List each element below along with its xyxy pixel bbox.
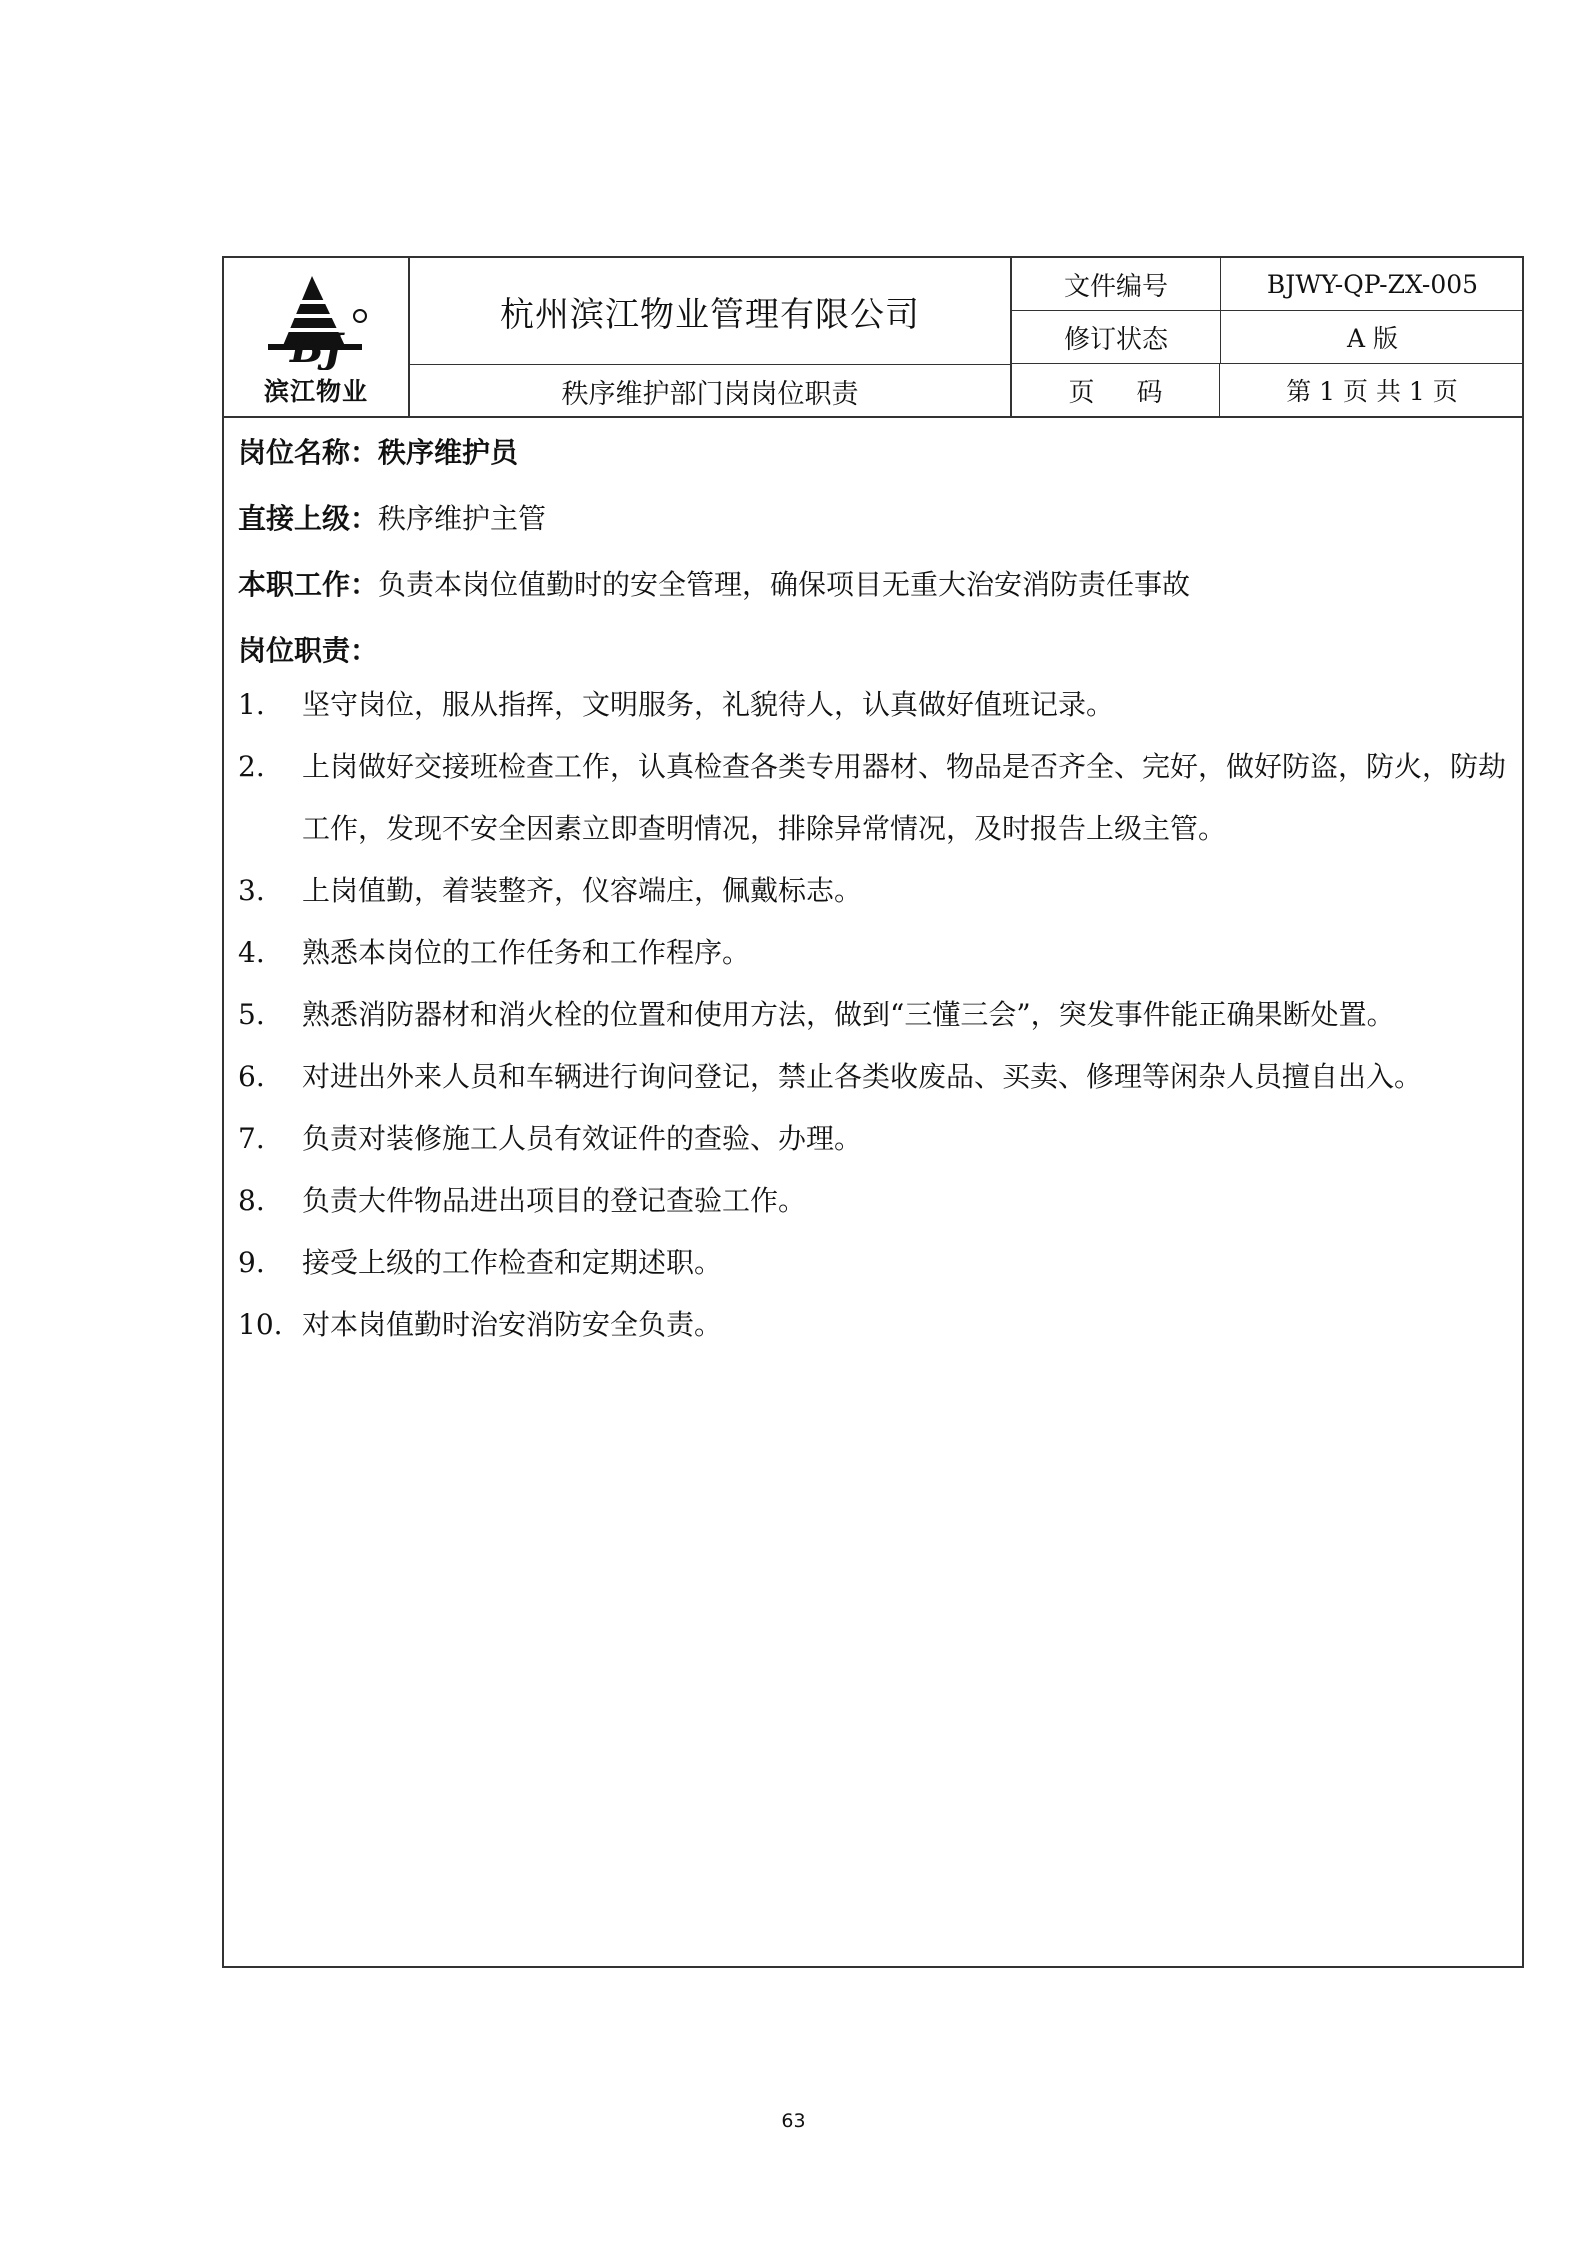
duties-field bbox=[238, 634, 1508, 668]
work-field bbox=[238, 568, 1508, 602]
list-item bbox=[238, 1294, 1508, 1356]
superior-field bbox=[238, 502, 1508, 536]
content bbox=[238, 436, 1508, 1356]
meta-value: 第 1 页 共 1 页 bbox=[1286, 377, 1458, 406]
list-item bbox=[238, 1232, 1508, 1294]
item-text: 对进出外来人员和车辆进行询问登记，禁止各类收废品、买卖、修理等闲杂人员擅自出入。 bbox=[302, 1060, 1423, 1093]
meta-value: A 版 bbox=[1346, 324, 1398, 353]
item-text: 接受上级的工作检查和定期述职。 bbox=[302, 1246, 723, 1279]
work-value: 负责本岗位值勤时的安全管理，确保项目无重大治安消防责任事故 bbox=[378, 568, 1191, 601]
header-table bbox=[224, 258, 1522, 418]
list-item bbox=[238, 736, 1508, 860]
logo-cell bbox=[224, 258, 410, 416]
item-number: 9. bbox=[238, 1246, 265, 1279]
item-text: 上岗值勤，着装整齐，仪容端庄，佩戴标志。 bbox=[302, 874, 863, 907]
item-number: 2. bbox=[238, 750, 265, 783]
list-item bbox=[238, 1108, 1508, 1170]
superior-value: 秩序维护主管 bbox=[378, 502, 547, 535]
duties-label: 岗位职责： bbox=[238, 634, 379, 667]
item-number: 6. bbox=[238, 1060, 265, 1093]
company-logo-icon bbox=[260, 270, 372, 370]
list-item bbox=[238, 984, 1508, 1046]
item-number: 10. bbox=[238, 1308, 283, 1341]
superior-label: 直接上级： bbox=[238, 502, 379, 535]
item-number: 3. bbox=[238, 874, 265, 907]
item-text: 负责大件物品进出项目的登记查验工作。 bbox=[302, 1184, 807, 1217]
position-field bbox=[238, 436, 1508, 470]
item-number: 1. bbox=[238, 688, 265, 721]
item-text: 熟悉消防器材和消火栓的位置和使用方法，做到“三懂三会”，突发事件能正确果断处置。 bbox=[302, 998, 1395, 1031]
list-item bbox=[238, 1170, 1508, 1232]
meta-label: 文件编号 bbox=[1012, 258, 1221, 310]
list-item bbox=[238, 1046, 1508, 1108]
list-item bbox=[238, 860, 1508, 922]
item-number: 4. bbox=[238, 936, 265, 969]
position-label: 岗位名称： bbox=[238, 436, 379, 469]
position-value: 秩序维护员 bbox=[378, 436, 519, 469]
list-item bbox=[238, 922, 1508, 984]
meta-label: 修订状态 bbox=[1012, 311, 1221, 363]
meta-label: 页码 bbox=[1012, 364, 1220, 416]
logo-text: 滨江物业 bbox=[263, 377, 368, 406]
work-label: 本职工作： bbox=[238, 568, 379, 601]
document-subtitle: 秩序维护部门岗岗位职责 bbox=[410, 364, 1010, 417]
document-frame bbox=[222, 256, 1524, 1968]
item-text: 对本岗值勤时治安消防安全负责。 bbox=[302, 1308, 723, 1341]
list-item bbox=[238, 674, 1508, 736]
item-number: 7. bbox=[238, 1122, 265, 1155]
item-text: 熟悉本岗位的工作任务和工作程序。 bbox=[302, 936, 751, 969]
duties-list bbox=[238, 674, 1508, 1356]
meta-row-file-number bbox=[1012, 258, 1524, 311]
svg-text:BJ: BJ bbox=[290, 325, 343, 370]
page-number: 63 bbox=[781, 2110, 806, 2132]
meta-table bbox=[1010, 258, 1524, 416]
item-number: 5. bbox=[238, 998, 265, 1031]
meta-row-revision bbox=[1012, 311, 1524, 364]
item-number: 8. bbox=[238, 1184, 265, 1217]
item-text: 负责对装修施工人员有效证件的查验、办理。 bbox=[302, 1122, 863, 1155]
company-name: 杭州滨江物业管理有限公司 bbox=[500, 294, 920, 335]
item-text: 坚守岗位，服从指挥，文明服务，礼貌待人，认真做好值班记录。 bbox=[302, 688, 1115, 721]
meta-value: BJWY-QP-ZX-005 bbox=[1266, 269, 1479, 299]
item-text: 上岗做好交接班检查工作，认真检查各类专用器材、物品是否齐全、完好，做好防盗，防火，防劫工作，发现不安全因素立即查明情况，排除异常情况，及时报告上级主管。 bbox=[302, 750, 1507, 845]
meta-row-page bbox=[1012, 364, 1524, 416]
